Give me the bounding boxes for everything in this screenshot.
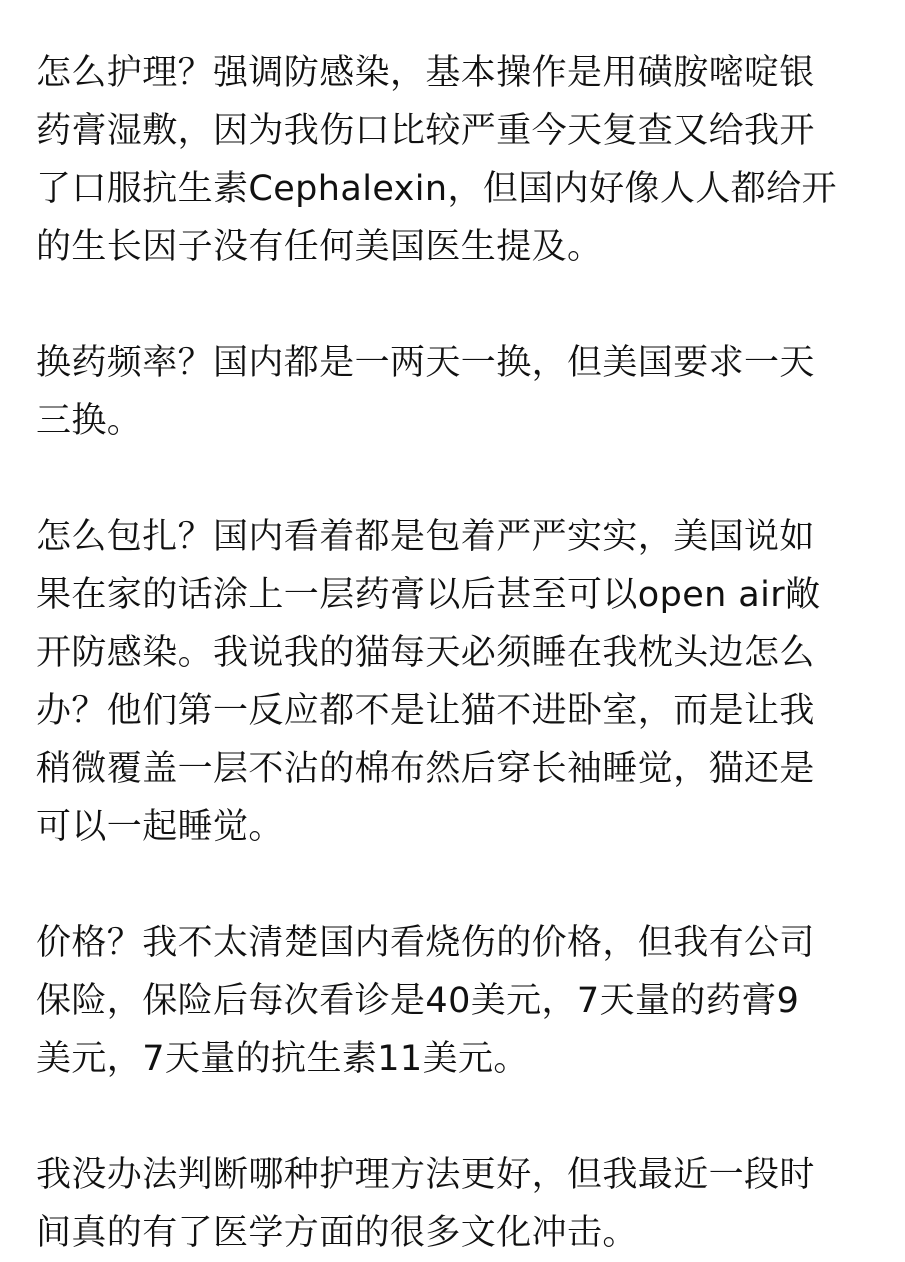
text-line: 美元，7天量的抗生素11美元。 bbox=[36, 1039, 529, 1079]
text-line: 怎么包扎？国内看着都是包着严严实实，美国说如 bbox=[36, 517, 815, 557]
text-line: 果在家的话涂上一层药膏以后甚至可以open air敞 bbox=[36, 575, 821, 615]
paragraph-frequency bbox=[36, 334, 876, 450]
text-line: 办？他们第一反应都不是让猫不进卧室，而是让我 bbox=[36, 691, 815, 731]
text-line: 间真的有了医学方面的很多文化冲击。 bbox=[36, 1213, 638, 1253]
text-line: 保险，保险后每次看诊是40美元，7天量的药膏9 bbox=[36, 981, 800, 1021]
paragraph-bandaging bbox=[36, 508, 876, 856]
paragraph-price bbox=[36, 914, 876, 1088]
text-line: 我没办法判断哪种护理方法更好，但我最近一段时 bbox=[36, 1155, 815, 1195]
text-line: 稍微覆盖一层不沾的棉布然后穿长袖睡觉，猫还是 bbox=[36, 749, 815, 789]
text-line: 开防感染。我说我的猫每天必须睡在我枕头边怎么 bbox=[36, 633, 815, 673]
text-line: 三换。 bbox=[36, 401, 143, 441]
text-line: 怎么护理？强调防感染，基本操作是用磺胺嘧啶银 bbox=[36, 53, 815, 93]
post-body bbox=[36, 44, 876, 1262]
text-line: 的生长因子没有任何美国医生提及。 bbox=[36, 227, 603, 267]
paragraph-care bbox=[36, 44, 876, 276]
text-line: 了口服抗生素Cephalexin，但国内好像人人都给开 bbox=[36, 169, 837, 209]
text-line: 药膏湿敷，因为我伤口比较严重今天复查又给我开 bbox=[36, 111, 815, 151]
paragraph-conclusion bbox=[36, 1146, 876, 1262]
text-line: 价格？我不太清楚国内看烧伤的价格，但我有公司 bbox=[36, 923, 815, 963]
text-line: 可以一起睡觉。 bbox=[36, 807, 284, 847]
text-line: 换药频率？国内都是一两天一换，但美国要求一天 bbox=[36, 343, 815, 383]
